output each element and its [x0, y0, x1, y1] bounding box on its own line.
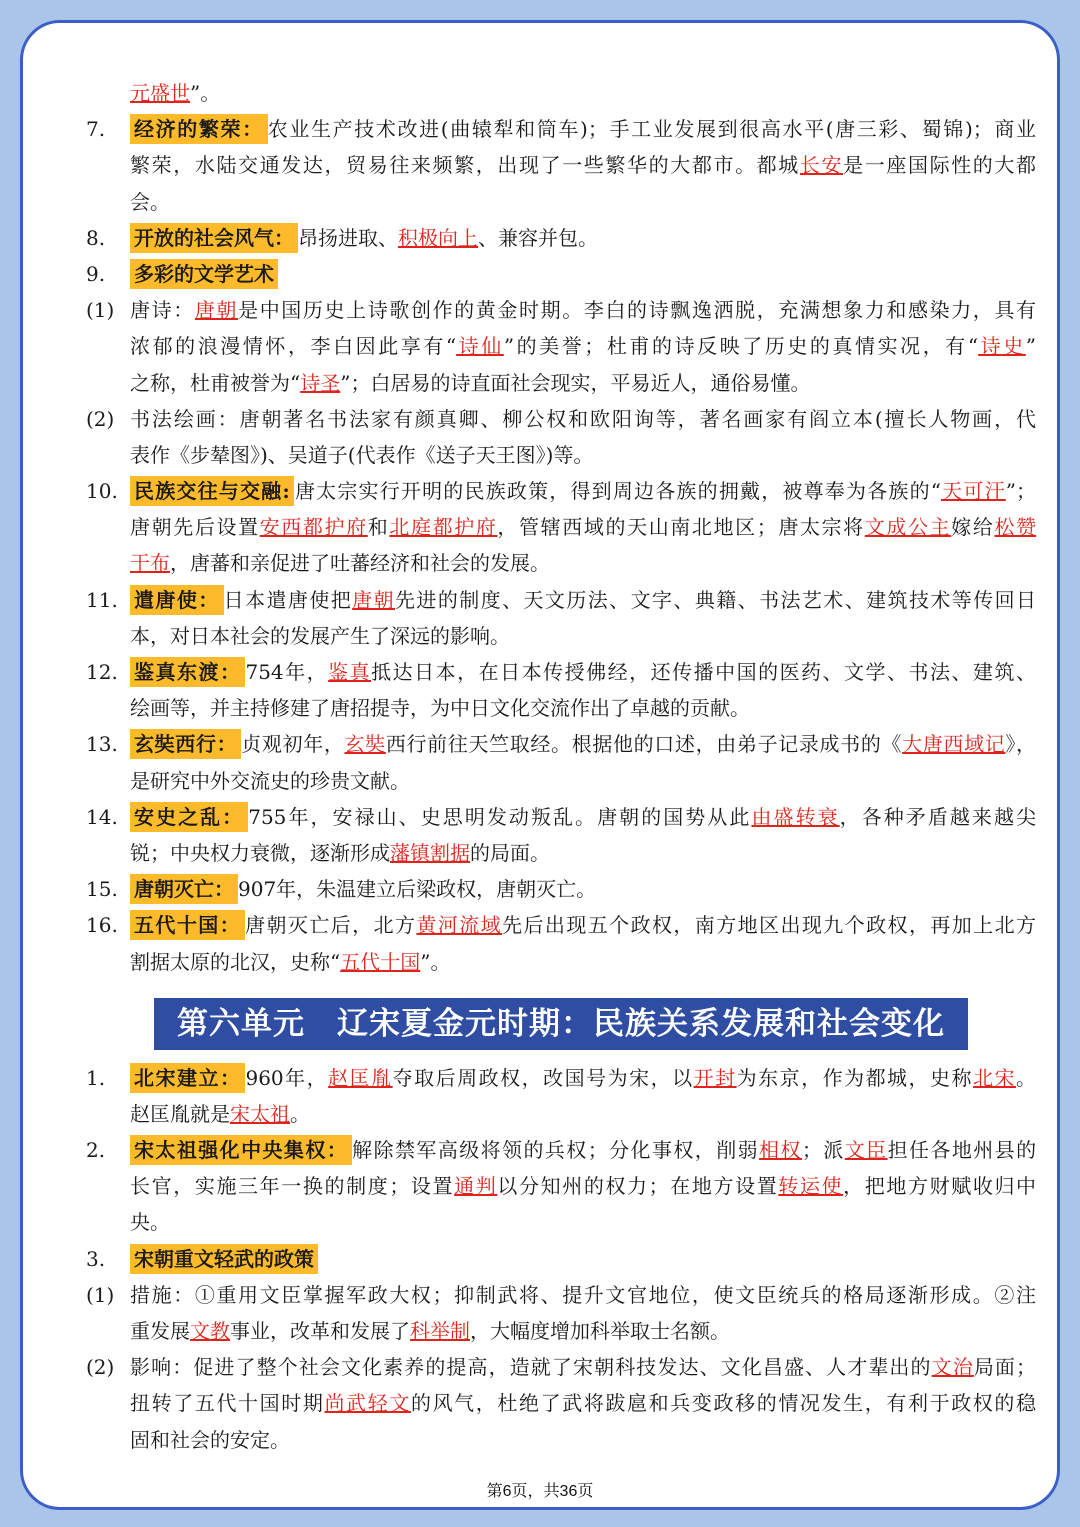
list-item: 1. 北宋建立： 960年，赵匡胤夺取后周政权，改国号为宋，以开封为东京，作为都城，史称北宋。: [86, 1060, 1036, 1096]
item-number: 9.: [86, 261, 106, 286]
keyword-red: 文臣: [844, 1138, 888, 1163]
text-line: 本，对日本社会的发展产生了深远的影响。: [130, 623, 510, 648]
keyword-red: 尚武轻文: [324, 1391, 411, 1416]
sub-item: (1) 措施：①重用文臣掌握军政大权；抑制武将、提升文官地位，使文臣统兵的格局逐渐形成。②注: [86, 1277, 1036, 1313]
list-item: 13. 玄奘西行： 贞观初年，玄奘西行前往天竺取经。根据他的口述，由弟子记录成书的《大唐西域记》，: [86, 726, 1036, 762]
text-line: 固和社会的安定。: [130, 1427, 290, 1452]
keyword-red: 诗仙: [456, 334, 504, 359]
keyword-red: 宋太祖: [230, 1101, 290, 1126]
sub-number: (1): [86, 1282, 115, 1307]
page-number: 第6页，共36页: [486, 1483, 594, 1500]
item-number: 12.: [86, 660, 118, 684]
text-line: 赵匡胤就是宋太祖。: [130, 1101, 310, 1126]
list-item: 2. 宋太祖强化中央集权： 解除禁军高级将领的兵权；分化事权，削弱相权；派文臣担任各地州县的: [86, 1132, 1036, 1168]
keyword-red: 诗史: [978, 334, 1026, 359]
highlight-heading: 多彩的文学艺术: [130, 259, 278, 289]
keyword-red: 藩镇割据: [390, 840, 470, 865]
sub-item: (2) 影响：促进了整个社会文化素养的提高，造就了宋朝科技发达、文化昌盛、人才辈出的文治局面；: [86, 1349, 1036, 1385]
item-number: 7.: [86, 117, 106, 142]
item-number: 8.: [86, 225, 106, 250]
keyword-red: 诗圣: [300, 370, 341, 395]
text-line: 割据太原的北汉，史称“五代十国”。: [130, 949, 451, 974]
item-number: 1.: [86, 1065, 106, 1090]
highlight-heading: 五代十国：: [130, 910, 245, 940]
sub-number: (1): [86, 298, 115, 323]
text-line: 长官，实施三年一换的制度；设置通判以分知州的权力；在地方设置转运使，把地方财赋收归中: [130, 1174, 1037, 1199]
keyword-red: 唐朝: [352, 587, 396, 612]
keyword-red: 文教: [190, 1319, 230, 1343]
keyword-red: 转运使: [778, 1174, 844, 1199]
text-line: 是研究中外交流史的珍贵文献。: [130, 768, 410, 793]
highlight-heading: 鉴真东渡：: [130, 657, 245, 687]
list-item: 14. 安史之乱： 755年，安禄山、史思明发动叛乱。唐朝的国势从此由盛转衰，各种矛盾越来越尖: [86, 799, 1036, 835]
keyword-red: 干布: [130, 551, 170, 576]
keyword-red: 积极向上: [398, 225, 478, 250]
keyword-red: 开封: [693, 1065, 737, 1090]
keyword-red: 唐朝: [194, 298, 239, 323]
highlight-heading: 玄奘西行：: [130, 729, 241, 759]
list-item: 7. 经济的繁荣： 农业生产技术改进(曲辕犁和筒车)；手工业发展到很高水平(唐三彩、蜀锦)；商业: [86, 111, 1036, 147]
keyword-red: 鉴真: [328, 660, 372, 684]
list-item: 12. 鉴真东渡： 754年，鉴真抵达日本，在日本传授佛经，还传播中国的医药、文学、书法、建筑、: [86, 654, 1036, 690]
keyword-red: 赵匡胤: [328, 1065, 393, 1090]
highlight-heading: 遣唐使：: [130, 585, 224, 615]
sub-item: (1) 唐诗：唐朝是中国历史上诗歌创作的黄金时期。李白的诗飘逸洒脱，充满想象力和感染力，具有: [86, 292, 1036, 328]
list-item: [86, 1241, 1036, 1277]
highlight-heading: 北宋建立：: [130, 1063, 245, 1093]
text-line: 繁荣，水陆交通发达，贸易往来频繁，出现了一些繁华的大都市。都城长安是一座国际性的大都: [130, 153, 1037, 178]
text-line: 锐；中央权力衰微，逐渐形成藩镇割据的局面。: [130, 840, 550, 865]
item-number: 15.: [86, 877, 118, 902]
keyword-red: 通判: [454, 1174, 498, 1199]
sub-item: (2) 书法绘画：唐朝著名书法家有颜真卿、柳公权和欧阳询等，著名画家有阎立本(擅长人物画，代: [86, 401, 1036, 437]
item-number: 2.: [86, 1138, 106, 1163]
list-item: 15. 唐朝灭亡： 907年，朱温建立后梁政权，唐朝灭亡。: [86, 871, 1036, 907]
item-number: 3.: [86, 1246, 106, 1271]
keyword-red: 天可汗: [940, 479, 1006, 504]
sub-number: (2): [86, 1355, 115, 1380]
item-number: 13.: [86, 732, 118, 757]
list-item: 10. 民族交往与交融: 唐太宗实行开明的民族政策，得到周边各族的拥戴，被尊奉为各族的“天可汗”；: [86, 473, 1036, 509]
keyword-red: 由盛转衰: [751, 804, 840, 829]
highlight-heading: 民族交往与交融:: [130, 476, 294, 506]
highlight-heading: 安史之乱：: [130, 802, 248, 832]
keyword-red: 玄奘: [344, 732, 386, 757]
list-item: [86, 256, 1036, 292]
text-line: 浓郁的浪漫情怀，李白因此享有“诗仙”的美誉；杜甫的诗反映了历史的真情实况，有“诗史”: [130, 334, 1037, 359]
text-line: 重发展文教事业，改革和发展了科举制，大幅度增加科举取士名额。: [130, 1319, 730, 1343]
keyword-red: 科举制: [410, 1319, 470, 1343]
item-number: 16.: [86, 913, 118, 938]
text-line: 元盛世”。: [130, 81, 221, 105]
highlight-heading: 经济的繁荣：: [130, 114, 268, 144]
page-sheet: [20, 20, 1060, 1510]
keyword-red: 北庭都护府: [389, 515, 498, 540]
section-title: 第六单元 辽宋夏金元时期：民族关系发展和社会变化: [154, 998, 968, 1050]
sub-number: (2): [86, 406, 115, 431]
text-line: 央。: [130, 1210, 170, 1235]
keyword-red: 长安: [799, 153, 844, 178]
content: [86, 75, 1036, 1458]
keyword-red: 五代十国: [340, 949, 421, 974]
keyword-red: 文成公主: [864, 515, 952, 540]
keyword-red: 大唐西域记: [902, 732, 1006, 757]
list-item: 11. 遣唐使： 日本遣唐使把唐朝先进的制度、天文历法、文字、典籍、书法艺术、建筑技术等传回日: [86, 582, 1036, 618]
keyword-red: 相权: [759, 1138, 802, 1163]
text-line: 会。: [130, 189, 170, 214]
item-number: 14.: [86, 804, 118, 829]
list-item: 16. 五代十国： 唐朝灭亡后，北方黄河流域先后出现五个政权，南方地区出现九个政权，再加上北方: [86, 907, 1036, 943]
keyword-red: 黄河流域: [416, 913, 503, 938]
text-line: 表作《步辇图》)、吴道子(代表作《送子天王图》)等。: [130, 442, 594, 467]
keyword-red: 文治: [931, 1355, 974, 1380]
text-line: 唐朝先后设置安西都护府和北庭都护府，管辖西域的天山南北地区；唐太宗将文成公主嫁给松赞: [130, 515, 1037, 540]
text-line: 干布，唐蕃和亲促进了吐蕃经济和社会的发展。: [130, 551, 550, 576]
highlight-heading: 宋太祖强化中央集权：: [130, 1135, 352, 1165]
list-item: 8. 开放的社会风气： 昂扬进取、积极向上、兼容并包。: [86, 220, 1036, 256]
keyword-red: 元盛世: [130, 81, 190, 105]
text-line: 绘画等，并主持修建了唐招提寺，为中日文化交流作出了卓越的贡献。: [130, 696, 750, 721]
highlight-heading: 开放的社会风气：: [130, 223, 298, 253]
text-line: 扭转了五代十国时期尚武轻文的风气，杜绝了武将跋扈和兵变政移的情况发生，有利于政权的稳: [130, 1391, 1037, 1416]
highlight-heading: 唐朝灭亡：: [130, 874, 238, 904]
keyword-red: 安西都护府: [259, 515, 368, 540]
text-line: 之称，杜甫被誉为“诗圣”；白居易的诗直面社会现实，平易近人，通俗易懂。: [130, 370, 811, 395]
highlight-heading: 宋朝重文轻武的政策: [130, 1244, 318, 1274]
keyword-red: 松赞: [994, 515, 1037, 540]
item-number: 10.: [86, 479, 118, 504]
keyword-red: 北宋: [973, 1065, 1017, 1090]
item-number: 11.: [86, 587, 118, 612]
